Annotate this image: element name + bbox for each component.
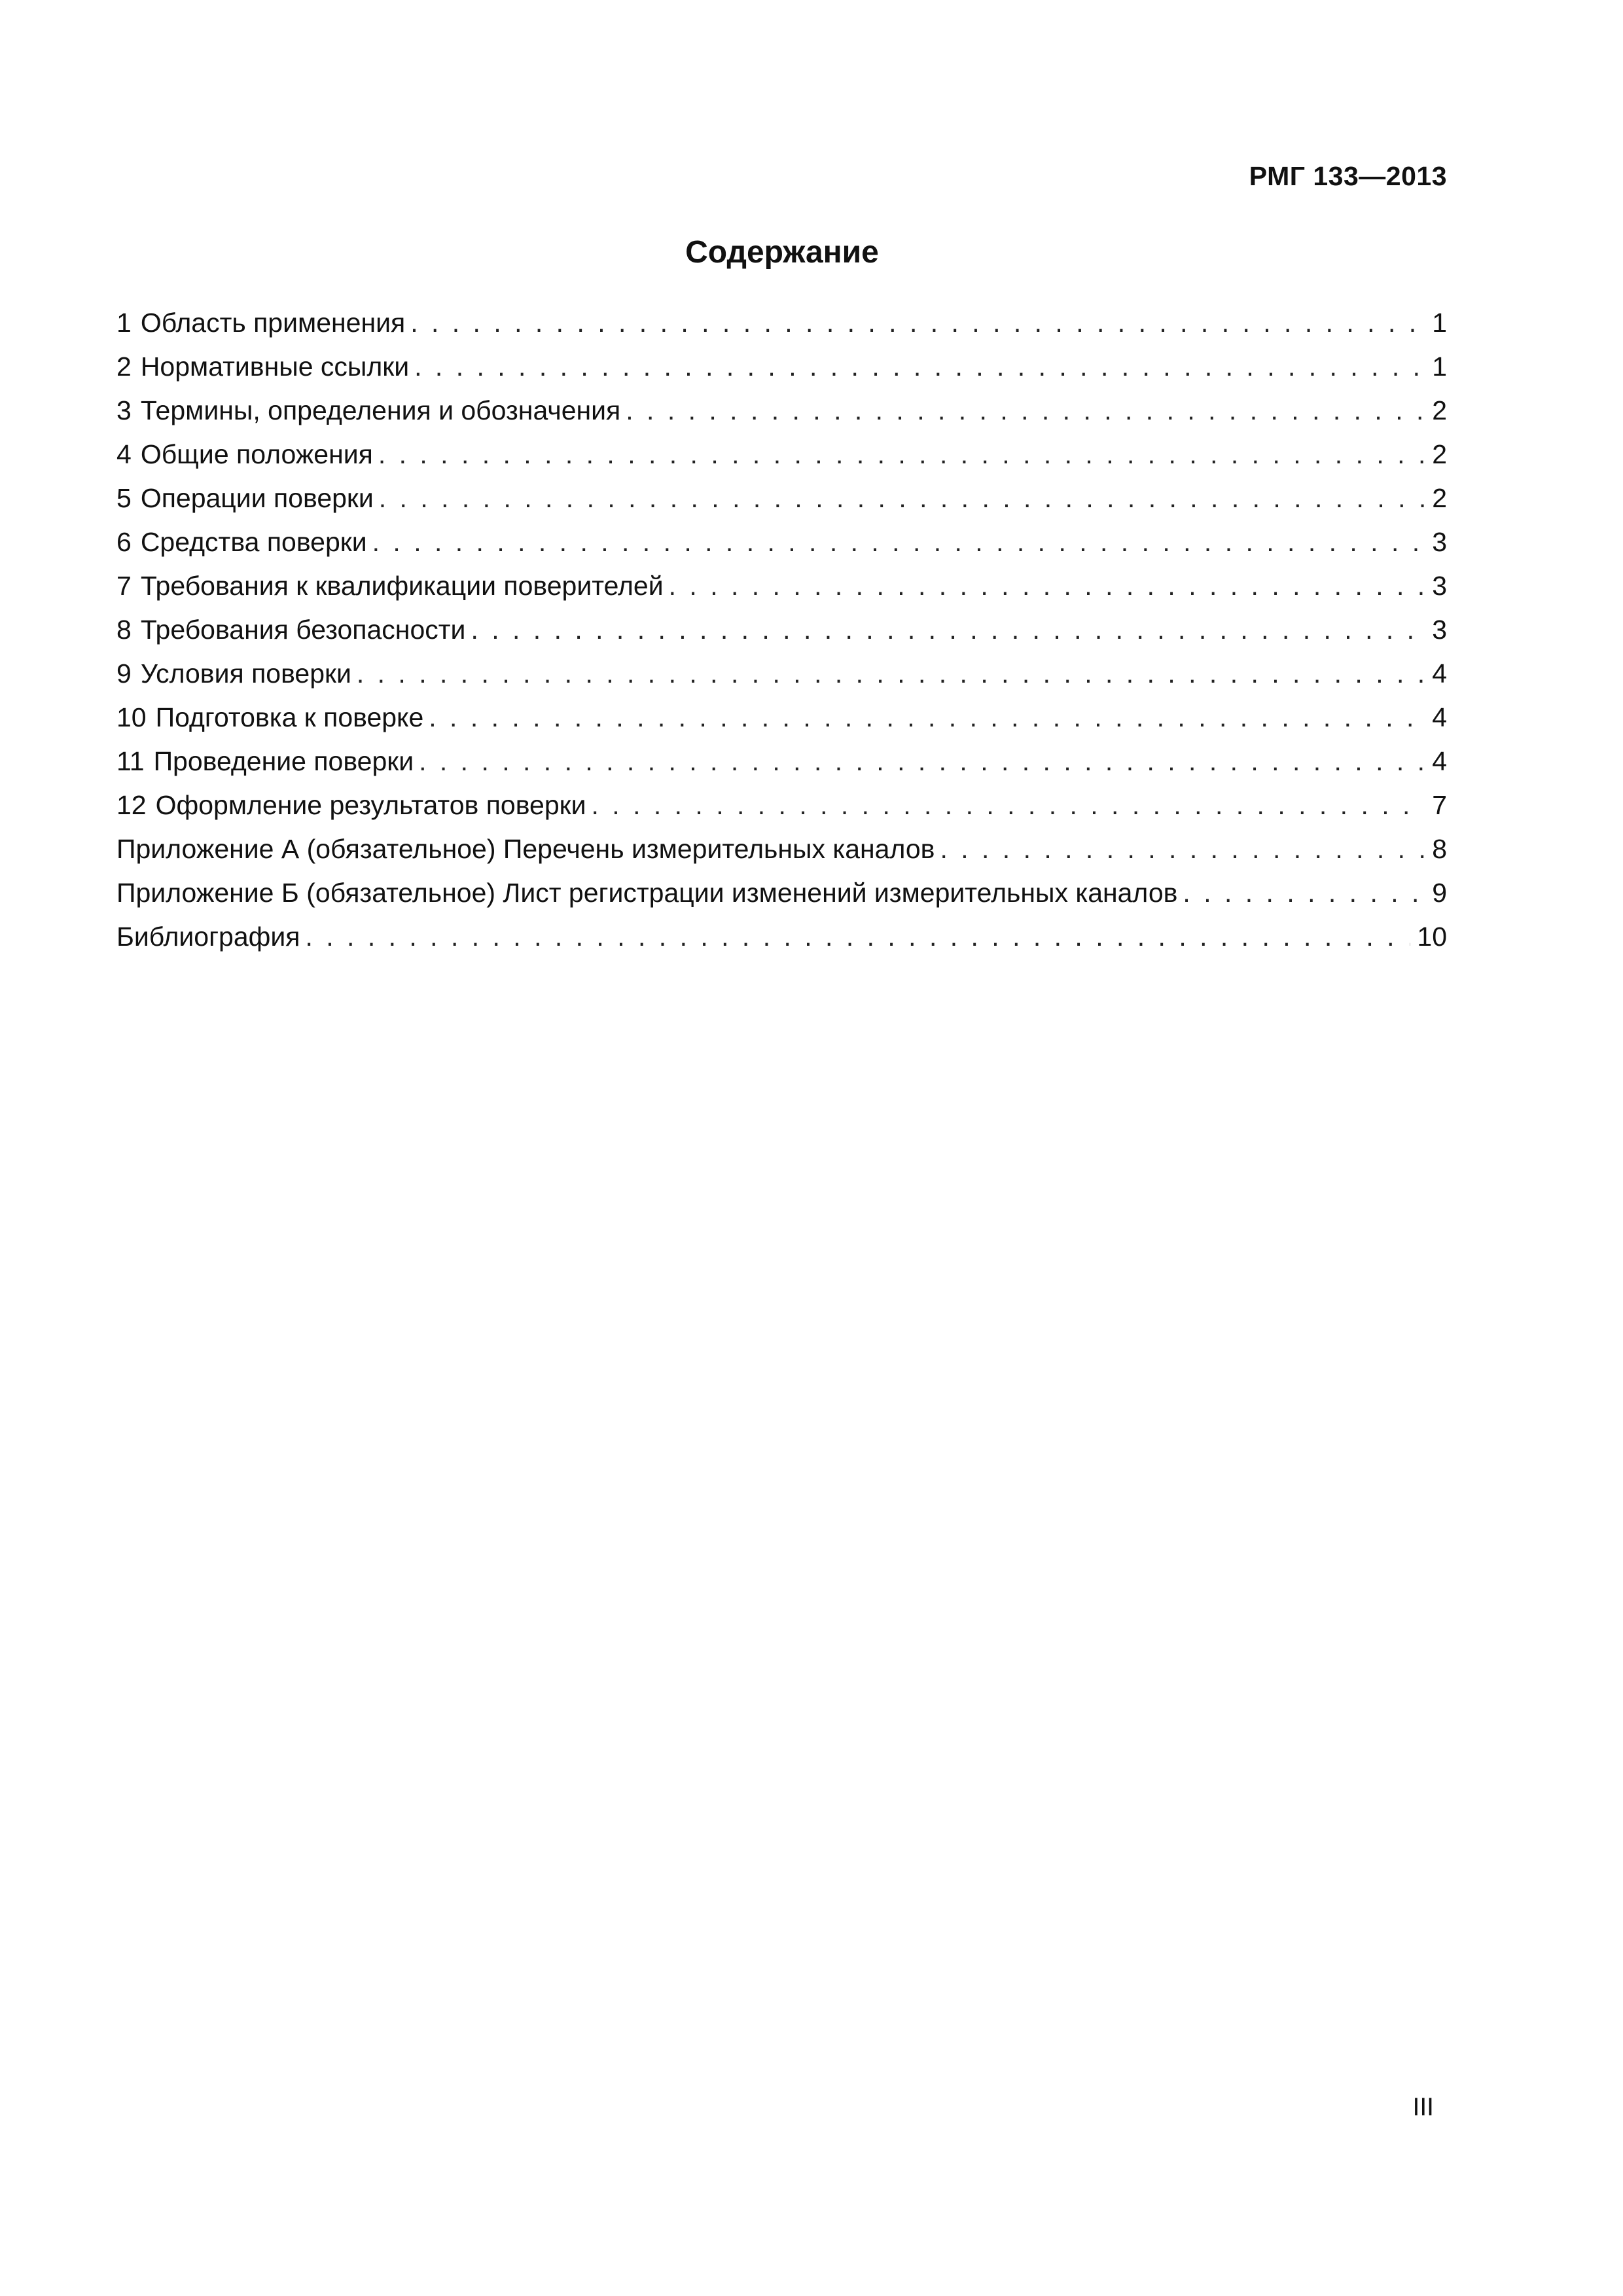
toc-entry[interactable] bbox=[116, 520, 1447, 564]
toc-entry-bibliography[interactable] bbox=[116, 915, 1447, 959]
dot-leader bbox=[669, 564, 1426, 608]
dot-leader bbox=[305, 915, 1410, 959]
toc-entry-page: 3 bbox=[1432, 615, 1447, 645]
toc-entry-label: Библиография bbox=[116, 922, 300, 952]
toc-entry-page: 8 bbox=[1432, 834, 1447, 864]
toc-entry-label: Подготовка к поверке bbox=[155, 702, 424, 732]
toc-entry-label: Средства поверки bbox=[140, 527, 367, 557]
toc-entry-label: Условия поверки bbox=[140, 658, 351, 689]
dot-leader bbox=[414, 345, 1425, 389]
toc-entry-page: 7 bbox=[1432, 790, 1447, 820]
toc-entry-number: 7 bbox=[116, 571, 132, 601]
dot-leader bbox=[429, 696, 1425, 740]
toc-entry-label: Общие положения bbox=[140, 439, 373, 469]
toc-entry-label: Приложение А (обязательное) Перечень измерительных каналов bbox=[116, 834, 935, 864]
dot-leader bbox=[626, 389, 1425, 433]
toc-entry-label: Операции поверки bbox=[140, 483, 374, 513]
toc-entry-page: 4 bbox=[1432, 702, 1447, 732]
toc-entry-page: 3 bbox=[1432, 571, 1447, 601]
toc-entry-page: 9 bbox=[1432, 878, 1447, 908]
toc-entry-label: Область применения bbox=[140, 308, 406, 338]
dot-leader bbox=[378, 433, 1425, 476]
toc-title: Содержание bbox=[685, 235, 879, 270]
toc-entry-label: Проведение поверки bbox=[153, 746, 414, 776]
toc-entry-label: Приложение Б (обязательное) Лист регистрации изменений измерительных каналов bbox=[116, 878, 1178, 908]
toc-entry-appendix[interactable] bbox=[116, 871, 1447, 915]
toc-entry-page: 10 bbox=[1417, 922, 1447, 952]
toc-entry-number: 1 bbox=[116, 308, 132, 338]
dot-leader bbox=[357, 652, 1425, 696]
dot-leader bbox=[372, 520, 1426, 564]
toc-entry[interactable] bbox=[116, 433, 1447, 476]
toc-entry-page: 3 bbox=[1432, 527, 1447, 557]
toc-entry[interactable] bbox=[116, 476, 1447, 520]
toc-entry-label: Требования к квалификации поверителей bbox=[140, 571, 664, 601]
toc-entry[interactable] bbox=[116, 345, 1447, 389]
dot-leader bbox=[379, 476, 1425, 520]
toc-entry[interactable] bbox=[116, 564, 1447, 608]
toc-entry-number: 6 bbox=[116, 527, 132, 557]
toc-entry[interactable] bbox=[116, 301, 1447, 345]
toc-entry[interactable] bbox=[116, 783, 1447, 827]
toc-entry-number: 9 bbox=[116, 658, 132, 689]
page-number: III bbox=[1412, 2093, 1434, 2121]
toc-entry[interactable] bbox=[116, 696, 1447, 740]
toc-entry-page: 1 bbox=[1432, 351, 1447, 382]
toc-entry-appendix[interactable] bbox=[116, 827, 1447, 871]
toc-entry-label: Нормативные ссылки bbox=[140, 351, 410, 382]
toc-entry-page: 2 bbox=[1432, 395, 1447, 425]
dot-leader bbox=[410, 301, 1425, 345]
toc-entry-number: 4 bbox=[116, 439, 132, 469]
toc-entry-label: Требования безопасности bbox=[140, 615, 466, 645]
toc-entry-page: 4 bbox=[1432, 658, 1447, 689]
dot-leader bbox=[592, 783, 1426, 827]
toc-entry-label: Термины, определения и обозначения bbox=[140, 395, 621, 425]
toc-entry-page: 2 bbox=[1432, 439, 1447, 469]
toc-entry[interactable] bbox=[116, 608, 1447, 652]
toc-entry-label: Оформление результатов поверки bbox=[155, 790, 586, 820]
toc-entry-page: 4 bbox=[1432, 746, 1447, 776]
dot-leader bbox=[419, 740, 1425, 783]
toc-entry-number: 2 bbox=[116, 351, 132, 382]
toc-entry-number: 8 bbox=[116, 615, 132, 645]
dot-leader bbox=[1183, 871, 1425, 915]
dot-leader bbox=[940, 827, 1425, 871]
toc-entry[interactable] bbox=[116, 740, 1447, 783]
toc-entry-number: 3 bbox=[116, 395, 132, 425]
toc-entry-number: 10 bbox=[116, 702, 147, 732]
toc-entry-page: 2 bbox=[1432, 483, 1447, 513]
dot-leader bbox=[471, 608, 1425, 652]
toc-entry-number: 12 bbox=[116, 790, 147, 820]
document-code: РМГ 133—2013 bbox=[1249, 161, 1447, 191]
toc-entry-number: 11 bbox=[116, 746, 145, 776]
toc-entry[interactable] bbox=[116, 389, 1447, 433]
table-of-contents bbox=[116, 301, 1447, 959]
toc-entry-page: 1 bbox=[1432, 308, 1447, 338]
toc-entry-number: 5 bbox=[116, 483, 132, 513]
toc-entry[interactable] bbox=[116, 652, 1447, 696]
